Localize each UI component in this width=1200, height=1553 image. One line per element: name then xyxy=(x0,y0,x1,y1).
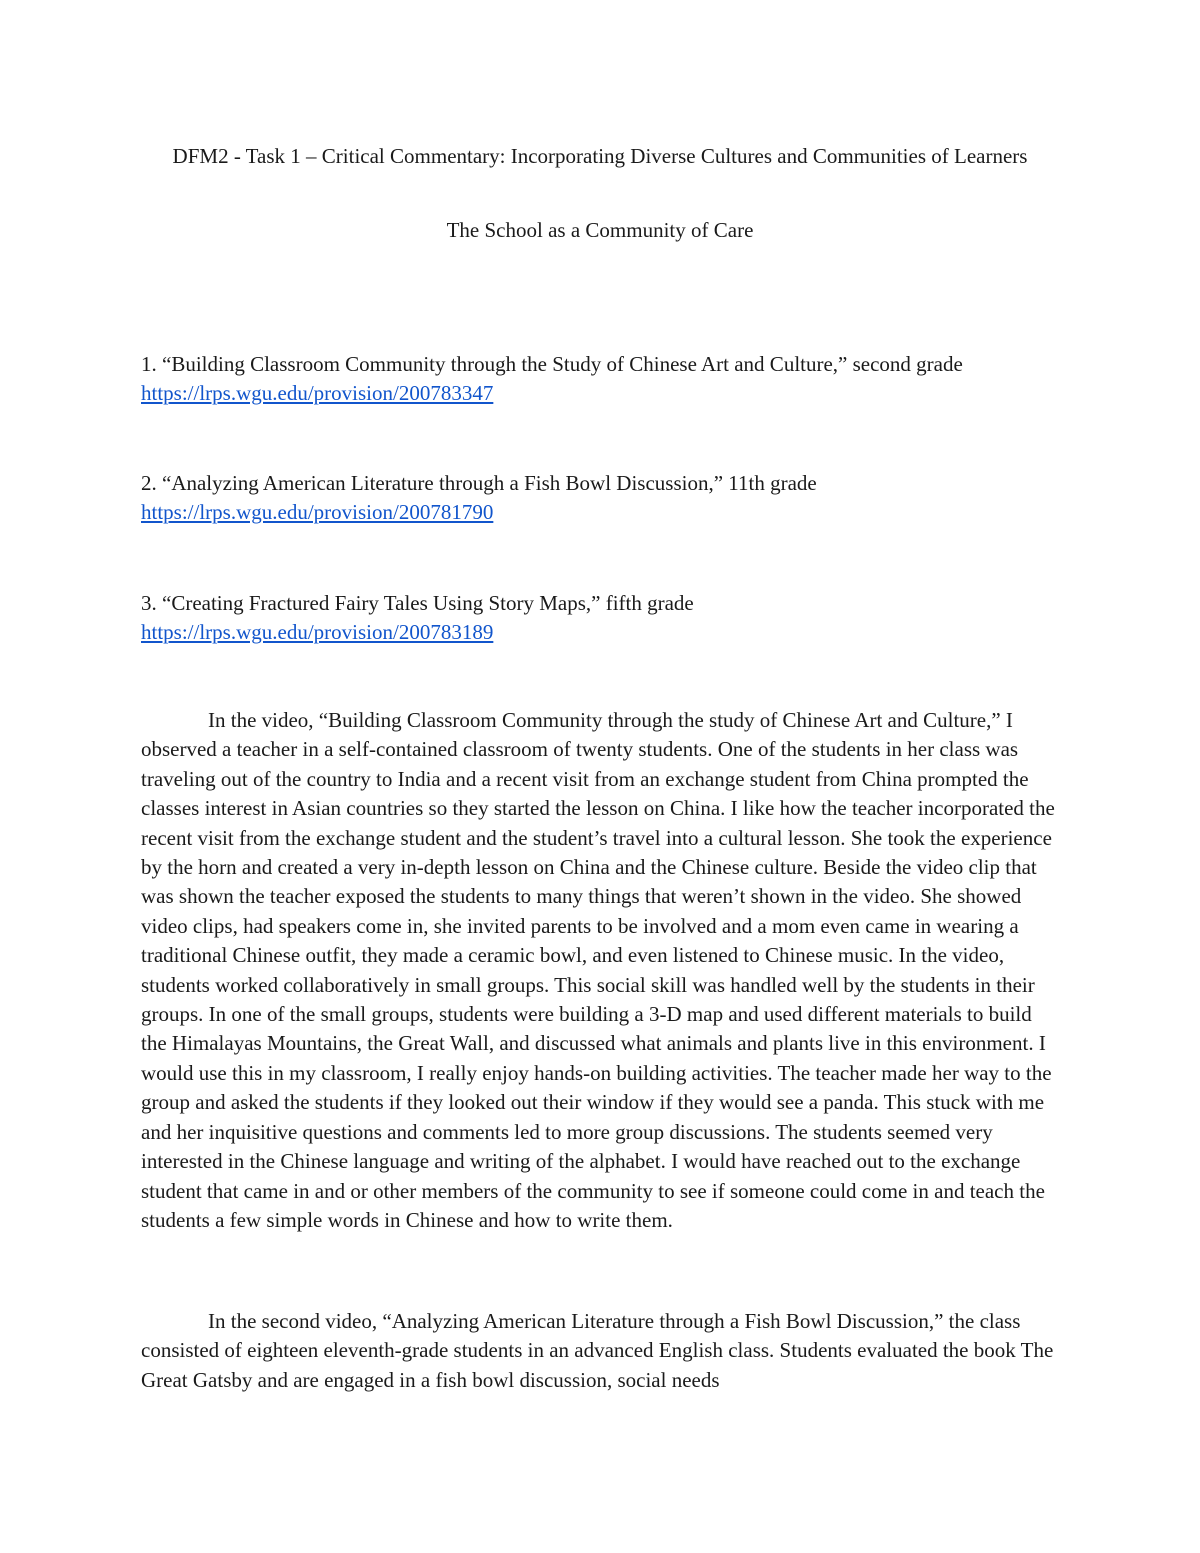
document-title: DFM2 - Task 1 – Critical Commentary: Incorporating Diverse Cultures and Communities of Learners xyxy=(172,144,1028,168)
reference-link-3[interactable]: https://lrps.wgu.edu/provision/200783189 xyxy=(141,620,494,644)
reference-item-3 xyxy=(141,589,1041,647)
document-subtitle: The School as a Community of Care xyxy=(446,218,754,242)
reference-item-1 xyxy=(141,350,1041,408)
reference-link-1[interactable]: https://lrps.wgu.edu/provision/200783347 xyxy=(141,381,494,405)
body-paragraph-2: In the second video, “Analyzing American Literature through a Fish Bowl Discussion,” the class consisted of eighteen eleventh-grade students in an advanced English class. Students evaluated the book The Great Gatsby and are engaged in a fish bowl discussion, social needs xyxy=(141,1309,1054,1392)
reference-text-1: 1. “Building Classroom Community through the Study of Chinese Art and Culture,” second grade xyxy=(141,352,963,376)
reference-text-2: 2. “Analyzing American Literature through a Fish Bowl Discussion,” 11th grade xyxy=(141,471,817,495)
reference-link-2[interactable]: https://lrps.wgu.edu/provision/200781790 xyxy=(141,500,494,524)
reference-text-3: 3. “Creating Fractured Fairy Tales Using Story Maps,” fifth grade xyxy=(141,591,694,615)
body-paragraph-1: In the video, “Building Classroom Community through the study of Chinese Art and Culture,” I observed a teacher in a self-contained classroom of twenty students. One of the students in her class was traveling out of the country to India and a recent visit from an exchange student from China prompted the classes interest in Asian countries so they started the lesson on China. I like how the teacher incorporated the recent visit from the exchange student and the student’s travel into a cultural lesson. She took the experience by the horn and created a very in-depth lesson on China and the Chinese culture. Beside the video clip that was shown the teacher exposed the students to many things that weren’t shown in the video. She showed video clips, had speakers come in, she invited parents to be involved and a mom even came in wearing a traditional Chinese outfit, they made a ceramic bowl, and even listened to Chinese music. In the video, students worked collaboratively in small groups. This social skill was handled well by the students in their groups. In one of the small groups, students were building a 3-D map and used different materials to build the Himalayas Mountains, the Great Wall, and discussed what animals and plants live in this environment. I would use this in my classroom, I really enjoy hands-on building activities. The teacher made her way to the group and asked the students if they looked out their window if they would see a panda. This stuck with me and her inquisitive questions and comments led to more group discussions. The students seemed very interested in the Chinese language and writing of the alphabet. I would have reached out to the exchange student that came in and or other members of the community to see if someone could come in and teach the students a few simple words in Chinese and how to write them. xyxy=(141,708,1055,1232)
reference-item-2 xyxy=(141,469,1041,527)
